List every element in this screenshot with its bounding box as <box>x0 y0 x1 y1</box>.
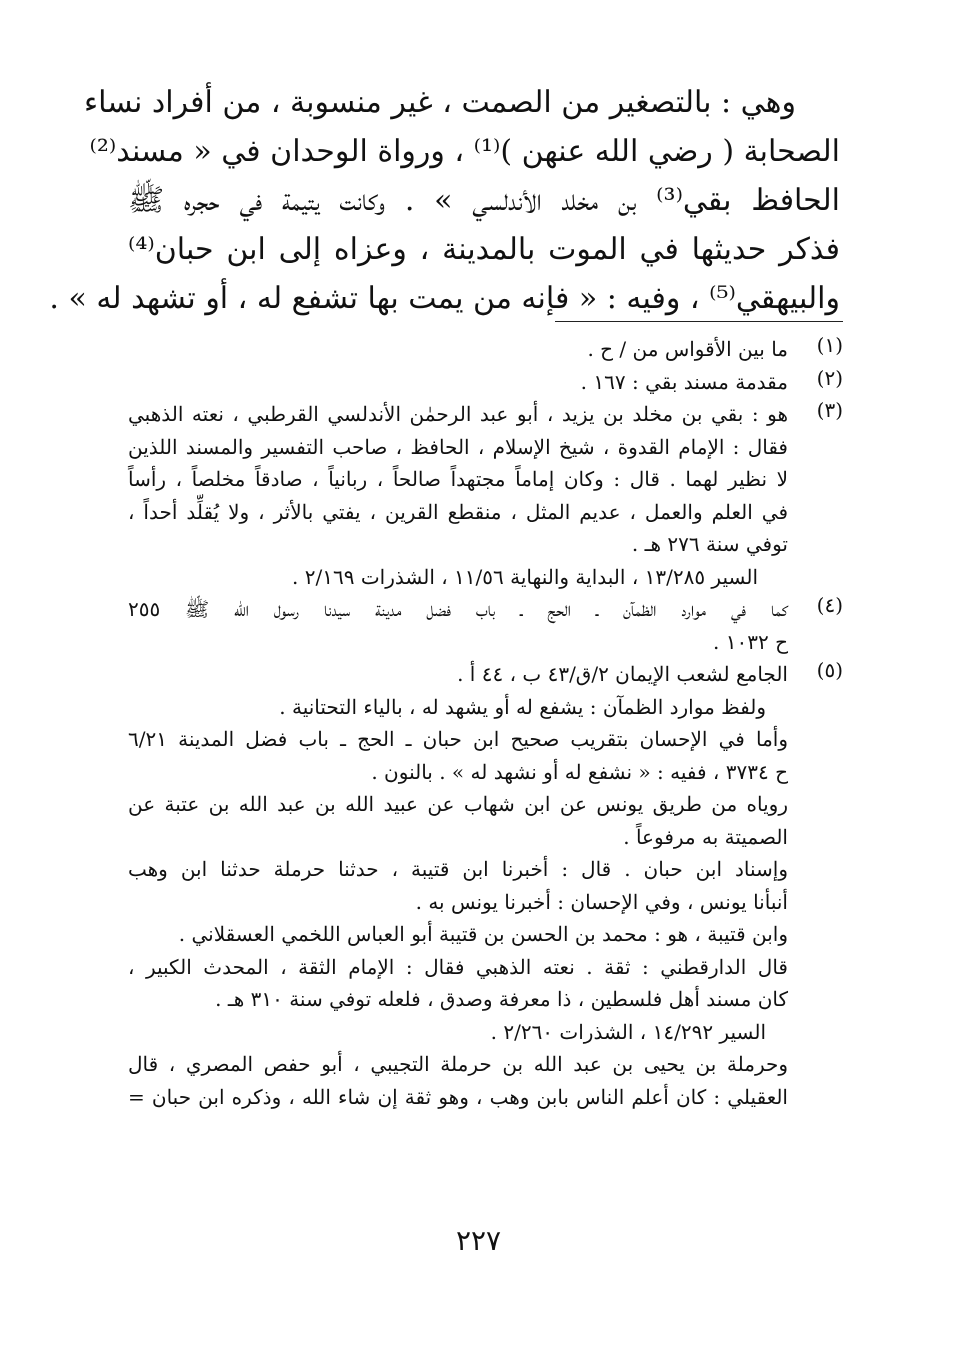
footnote-line: هو : بقي بن مخلد بن يزيد ، أبو عبد الرحمٰن الأندلسي القرطبي ، نعته الذهبي <box>128 402 788 426</box>
footnote-number: (٤) <box>816 593 843 617</box>
main-text-line: الحافظ بقي⁽³⁾ بن مخلد الأندلسي » . وكانت يتيمة في حجره ﷺ <box>128 183 841 218</box>
footnote-2 <box>128 366 843 399</box>
footnote-1 <box>128 333 843 366</box>
footnote-4 <box>128 593 843 658</box>
footnote-line: السير ١٣/٢٨٥ ، البداية والنهاية ١١/٥٦ ، الشذرات ٢/١٦٩ . <box>292 564 758 589</box>
footnote-line: روياه من طريق يونس عن ابن شهاب عن عبيد الله بن عبد الله بن عتبة عن <box>128 792 788 816</box>
footnote-line: توفي سنة ٢٧٦ هـ . <box>631 532 788 556</box>
footnote-line: فقال : الإمام القدوة ، شيخ الإسلام ، الحافظ ، صاحب التفسير والمسند اللذين <box>128 434 788 459</box>
footnote-number: (١) <box>816 333 843 357</box>
footnote-separator <box>555 321 843 322</box>
footnote-line: الصميتة به مرفوعاً . <box>623 824 788 849</box>
footnote-line: وأما في الإحسان بتقريب صحيح ابن حبان ـ الحج ـ باب فضل المدينة ٦/٢١ <box>128 727 788 751</box>
main-text-line: وهي : بالتصغير من الصمت ، غير منسوبة ، من أفراد نساء <box>84 85 796 120</box>
footnote-line: السير ١٤/٢٩٢ ، الشذرات ٢/٢٦٠ . <box>490 1019 766 1044</box>
footnote-line: ح ١٠٣٢ . <box>713 629 788 654</box>
main-text-line: الصحابة ( رضي الله عنهن )⁽¹⁾ ، ورواة الوحدان في « مسند⁽²⁾ <box>89 134 840 169</box>
page-number: ٢٢٧ <box>455 1224 502 1257</box>
footnote-line: وحرملة بن يحيى بن عبد الله بن حرملة التجيبي ، أبو حفص المصري ، قال <box>128 1052 788 1076</box>
main-text-line: فذكر حديثها في الموت بالمدينة ، وعزاه إلى ابن حبان⁽⁴⁾ <box>128 232 840 267</box>
footnote-line: العقيلي : كان أعلم الناس بابن وهب ، وهو ثقة إن شاء الله ، وذكره ابن حبان = <box>128 1084 788 1109</box>
footnote-line: كان مسند أهل فلسطين ، ذا معرفة وصدق ، فلعله توفي سنة ٣١٠ هـ . <box>215 987 788 1011</box>
footnote-line: وإسناد ابن حبان . قال : أخبرنا ابن قتيبة ، حدثنا حرملة حدثنا ابن وهب <box>128 857 789 881</box>
footnote-number: (٣) <box>816 398 843 422</box>
footnote-line: ح ٣٧٣٤ ، ففيه : « نشفع له أو نشهد له » . بالنون . <box>371 759 788 784</box>
footnote-line: لا نظير لهما . قال : وكان إماماً مجتهداً صالحاً ، ربانياً ، صادقاً مخلصاً ، رأساً <box>128 467 788 491</box>
footnote-line: ما بين الأقواس من / ح . <box>587 337 788 361</box>
footnote-number: (٢) <box>816 365 843 390</box>
footnote-line: كما في موارد الظمآن ـ الحج ـ باب فضل مدينة سيدنا رسول الله ﷺ ٢٥٥ <box>128 597 788 621</box>
footnote-line: أنبأنا يونس ، وفي الإحسان : أخبرنا يونس به . <box>415 889 788 914</box>
footnote-5 <box>128 658 843 1113</box>
main-text-line: والبيهقي⁽⁵⁾ ، وفيه : « فإنه من يمت بها تشفع له ، أو تشهد له » . <box>49 281 840 316</box>
footnote-number: (٥) <box>816 658 843 682</box>
footnotes <box>128 333 843 1113</box>
footnote-line: ولفظ موارد الظمآن : يشفع له أو يشهد له ، بالياء التحتانية . <box>279 694 766 719</box>
footnote-line: مقدمة مسند بقي : ١٦٧ . <box>580 369 788 394</box>
main-text <box>49 78 841 323</box>
footnote-3 <box>128 398 843 593</box>
footnote-line: الجامع لشعب الإيمان ٢/ق/٤٣ ب ، ٤٤ أ . <box>457 662 788 686</box>
footnote-line: وابن قتيبة ، هو : محمد بن الحسن بن قتيبة أبو العباس اللخمي العسقلاني . <box>178 922 788 946</box>
footnote-line: في العلم والعمل ، عديم المثل ، منقطع القرين ، يفتي بالأثر ، ولا يُقلِّد أحداً ، <box>128 499 788 524</box>
footnote-line: قال الدارقطني : ثقة . نعته الذهبي فقال : الإمام الثقة ، المحدث الكبير ، <box>128 954 788 979</box>
